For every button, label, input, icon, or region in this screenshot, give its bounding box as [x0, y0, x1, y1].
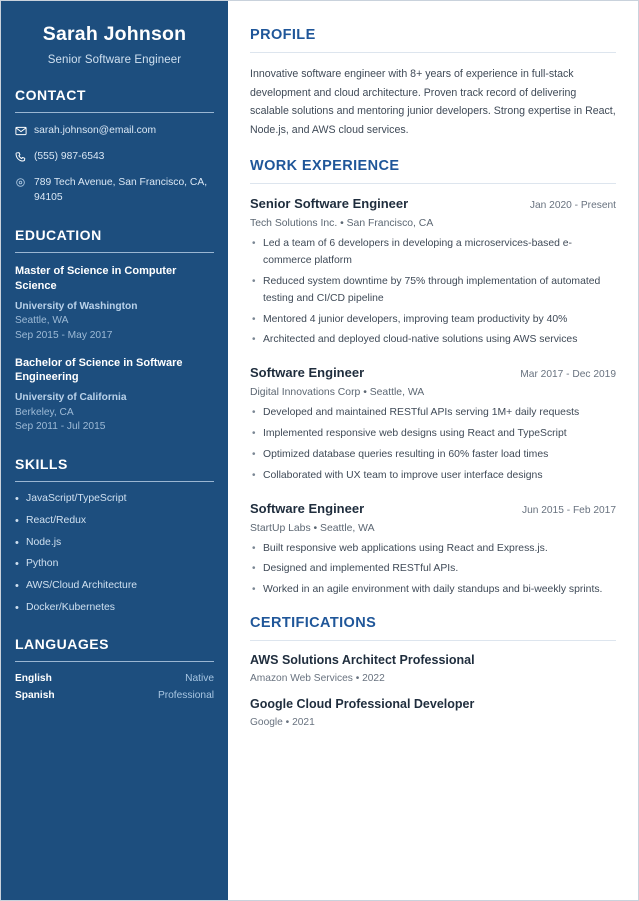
list-item	[250, 561, 616, 578]
education-degree: Master of Science in Computer Science	[15, 265, 177, 292]
job-bullets	[250, 541, 616, 600]
profile-text: Innovative software engineer with 8+ years of experience in full-stack development and cloud architecture. Proven track record of delivering scalable solutions and mentoring junior developers. Strong expertise in React, Node.js, and AWS cloud services.	[250, 68, 616, 136]
contact-heading: CONTACT	[15, 87, 86, 104]
education-item	[15, 356, 214, 436]
job-dates: Jun 2015 - Feb 2017	[521, 504, 616, 516]
education-degree: Bachelor of Science in Software Engineering	[15, 356, 183, 384]
list-item	[15, 537, 214, 550]
job-company: StartUp Labs • Seattle, WA	[250, 522, 375, 534]
certification-entry	[250, 697, 616, 728]
education-location: Berkeley, CA	[15, 406, 74, 418]
bullet-icon: •	[252, 238, 256, 250]
bullet-text: Architected and deployed cloud-native solutions using AWS services	[263, 334, 578, 346]
list-item	[15, 690, 214, 701]
languages-divider	[15, 661, 214, 662]
bullet-text: Designed and implemented RESTful APIs.	[263, 563, 459, 575]
work-experience-divider	[250, 183, 616, 184]
bullet-icon: •	[252, 584, 256, 596]
list-item	[15, 602, 214, 615]
job-company: Tech Solutions Inc. • San Francisco, CA	[250, 218, 434, 230]
education-dates: Sep 2011 - Jul 2015	[15, 421, 106, 433]
skills-section	[15, 456, 214, 615]
certifications-section	[250, 615, 616, 728]
profile-section	[250, 27, 616, 139]
bullet-icon: •	[252, 469, 256, 481]
languages-heading: LANGUAGES	[15, 635, 109, 652]
contact-section	[15, 87, 214, 206]
job-company: Digital Innovations Corp • Seattle, WA	[250, 387, 425, 399]
job-bullets	[250, 405, 616, 484]
work-experience-entry	[250, 365, 616, 484]
contact-address-value: 789 Tech Avenue, San Francisco, CA, 94105	[34, 177, 208, 204]
skills-divider	[15, 481, 214, 482]
work-experience-section	[250, 158, 616, 599]
list-item	[15, 673, 214, 684]
skill-label: Docker/Kubernetes	[26, 601, 115, 613]
profile-heading: PROFILE	[250, 27, 316, 43]
education-divider	[15, 252, 214, 253]
skill-label: AWS/Cloud Architecture	[26, 579, 138, 591]
list-item	[15, 558, 214, 571]
work-experience-entry	[250, 196, 616, 349]
bullet-text: Developed and maintained RESTful APIs serving 1M+ daily requests	[263, 407, 580, 419]
language-level: Professional	[157, 689, 214, 701]
bullet-icon: •	[252, 407, 256, 419]
bullet-icon: •	[252, 275, 256, 287]
skills-heading: SKILLS	[15, 456, 68, 473]
bullet-text: Led a team of 6 developers in developing a microservices-based e-commerce platform	[263, 238, 573, 266]
certifications-heading: CERTIFICATIONS	[250, 615, 377, 632]
job-header	[250, 365, 616, 380]
bullet-icon: •	[15, 558, 19, 571]
certification-name: Google Cloud Professional Developer	[250, 697, 475, 712]
skill-label: Node.js	[26, 536, 62, 548]
languages-section	[15, 636, 214, 701]
certifications-divider	[250, 640, 616, 641]
bullet-text: Reduced system downtime by 75% through implementation of automated testing and CI/CD pipeline	[263, 275, 601, 304]
contact-email-row[interactable]	[15, 124, 214, 139]
candidate-name: Sarah Johnson	[42, 23, 187, 45]
bullet-icon: •	[252, 428, 256, 440]
list-item	[250, 274, 616, 308]
list-item	[250, 541, 616, 558]
list-item	[250, 236, 616, 270]
main-column	[228, 1, 638, 900]
education-item	[15, 264, 214, 344]
candidate-job-title: Senior Software Engineer	[47, 54, 182, 67]
bullet-text: Built responsive web applications using React and Express.js.	[263, 542, 548, 554]
language-name: Spanish	[15, 689, 55, 701]
language-name: English	[15, 672, 52, 684]
contact-divider	[15, 112, 214, 113]
list-item	[250, 332, 616, 349]
phone-icon	[15, 150, 32, 163]
sidebar	[1, 1, 228, 900]
bullet-icon: •	[252, 563, 256, 575]
job-role: Software Engineer	[250, 500, 365, 516]
list-item	[15, 515, 214, 528]
certification-entry	[250, 653, 616, 684]
work-experience-heading: WORK EXPERIENCE	[250, 158, 400, 175]
list-item	[15, 580, 214, 593]
list-item	[250, 405, 616, 422]
bullet-icon: •	[252, 334, 256, 346]
certification-meta: Amazon Web Services • 2022	[250, 673, 385, 685]
education-school: University of California	[15, 392, 127, 404]
envelope-icon	[15, 124, 32, 137]
job-dates: Mar 2017 - Dec 2019	[520, 369, 616, 381]
education-dates: Sep 2015 - May 2017	[15, 329, 113, 341]
language-level: Native	[185, 672, 214, 684]
certification-meta: Google • 2021	[250, 717, 315, 729]
bullet-icon: •	[252, 313, 256, 325]
bullet-text: Worked in an agile environment with daily standups and bi-weekly sprints.	[263, 584, 603, 596]
job-role: Senior Software Engineer	[250, 196, 409, 212]
skill-label: React/Redux	[26, 514, 87, 526]
bullet-text: Implemented responsive web designs using React and TypeScript	[263, 428, 567, 440]
skill-label: JavaScript/TypeScript	[26, 493, 127, 505]
bullet-icon: •	[15, 579, 19, 592]
bullet-text: Optimized database queries resulting in 60% faster load times	[263, 448, 549, 460]
education-heading: EDUCATION	[15, 227, 102, 244]
bullet-icon: •	[252, 542, 256, 554]
bullet-icon: •	[252, 448, 256, 460]
list-item	[250, 447, 616, 464]
certification-name: AWS Solutions Architect Professional	[250, 653, 475, 668]
list-item	[250, 582, 616, 599]
bullet-text: Mentored 4 junior developers, improving team productivity by 40%	[263, 313, 568, 325]
bullet-icon: •	[15, 536, 19, 549]
bullet-icon: •	[15, 493, 19, 506]
job-role: Software Engineer	[250, 365, 365, 381]
list-item	[250, 468, 616, 485]
work-experience-entry	[250, 501, 616, 600]
list-item	[250, 426, 616, 443]
bullet-icon: •	[15, 601, 19, 614]
education-school: University of Washington	[15, 300, 138, 312]
bullet-icon: •	[15, 514, 19, 527]
list-item	[15, 493, 214, 506]
contact-phone-row[interactable]	[15, 150, 214, 165]
location-pin-icon	[15, 176, 32, 188]
contact-address-row[interactable]	[15, 176, 214, 206]
contact-email-value: sarah.johnson@email.com	[34, 125, 157, 137]
education-location: Seattle, WA	[15, 315, 69, 327]
bullet-text: Collaborated with UX team to improve user interface designs	[263, 469, 543, 481]
profile-divider	[250, 52, 616, 53]
skill-label: Python	[26, 558, 59, 570]
job-header	[250, 196, 616, 211]
list-item	[250, 312, 616, 329]
job-bullets	[250, 236, 616, 349]
contact-phone-value: (555) 987-6543	[34, 151, 105, 163]
job-dates: Jan 2020 - Present	[529, 200, 616, 212]
job-header	[250, 501, 616, 516]
education-section	[15, 227, 214, 435]
